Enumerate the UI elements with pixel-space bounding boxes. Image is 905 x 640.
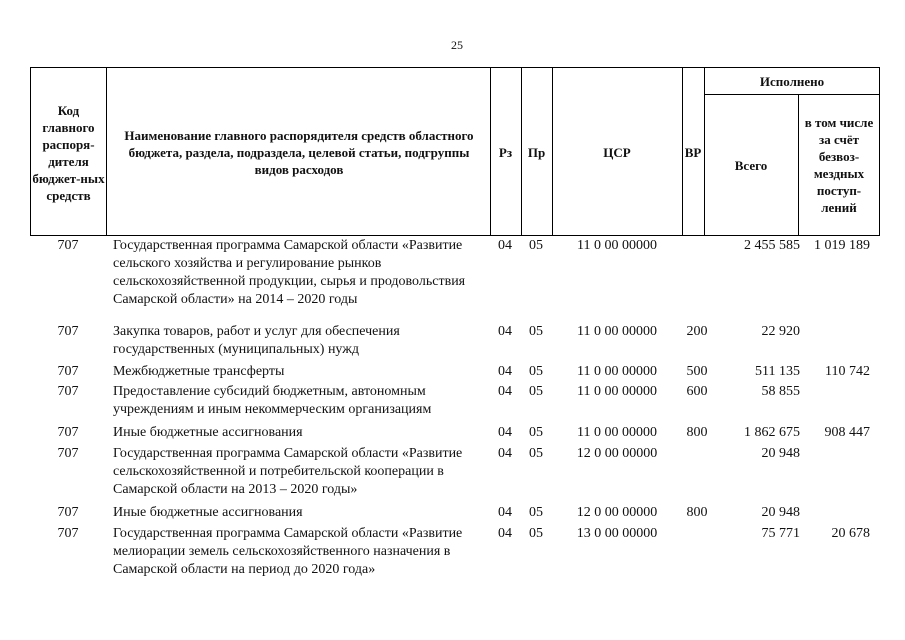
cell-total: 75 771: [761, 526, 800, 541]
header-rz: Рз: [498, 145, 513, 160]
cell-name: Иные бюджетные ассигнования: [113, 505, 303, 520]
cell-total: 1 862 675: [744, 425, 800, 440]
cell-total: 20 948: [761, 505, 800, 520]
cell-pr: 05: [529, 238, 543, 253]
cell-code: 707: [57, 446, 79, 461]
cell-code: 707: [57, 384, 79, 399]
header-code: Код главного распоря-дителя бюджет-ных средств: [32, 102, 105, 203]
cell-rz: 04: [498, 526, 512, 541]
cell-rz: 04: [498, 505, 512, 520]
cell-vr: 800: [686, 425, 708, 440]
header-divider: [798, 94, 799, 235]
cell-csr: 12 0 00 00000: [576, 446, 658, 461]
cell-csr: 11 0 00 00000: [577, 425, 657, 440]
cell-rz: 04: [498, 446, 512, 461]
cell-rz: 04: [498, 364, 512, 379]
header-divider: [106, 68, 107, 235]
cell-csr: 11 0 00 00000: [577, 238, 657, 253]
header-executed: Исполнено: [759, 73, 825, 89]
cell-free: 110 742: [825, 364, 870, 379]
header-total: Всего: [734, 157, 768, 173]
cell-csr: 12 0 00 00000: [576, 505, 658, 520]
cell-name: Иные бюджетные ассигнования: [113, 425, 303, 440]
cell-total: 511 135: [755, 364, 800, 379]
cell-vr: 600: [686, 384, 708, 399]
cell-pr: 05: [529, 446, 543, 461]
header-vr: ВР: [684, 145, 702, 160]
table-header: [30, 67, 880, 236]
cell-code: 707: [57, 505, 79, 520]
cell-code: 707: [57, 324, 79, 339]
cell-total: 2 455 585: [744, 238, 800, 253]
header-pr: Пр: [527, 145, 546, 160]
cell-pr: 05: [529, 505, 543, 520]
cell-pr: 05: [529, 324, 543, 339]
cell-total: 20 948: [761, 446, 800, 461]
cell-name: Предоставление субсидий бюджетным, автономным учреждениям и иным некоммерческим организациям: [113, 384, 432, 417]
cell-name: Закупка товаров, работ и услуг для обеспечения государственных (муниципальных) нужд: [113, 324, 400, 357]
cell-csr: 13 0 00 00000: [576, 526, 658, 541]
header-including-free: в том числе за счёт безвоз-мездных поступ-лений: [804, 115, 874, 215]
cell-rz: 04: [498, 384, 512, 399]
cell-rz: 04: [498, 324, 512, 339]
cell-code: 707: [57, 238, 79, 253]
header-name: Наименование главного распорядителя средств областного бюджета, раздела, подраздела, целевой статьи, подгруппы видов расходов: [124, 128, 474, 177]
cell-free: 20 678: [831, 526, 870, 541]
page-number: 25: [451, 38, 463, 52]
cell-name: Государственная программа Самарской области «Развитие сельского хозяйства и регулирование рынков сельскохозяйственной продукции, сырья и продовольствия Самарской области» на 2014 – 2020 годы: [113, 238, 466, 307]
cell-csr: 11 0 00 00000: [577, 324, 657, 339]
cell-code: 707: [57, 364, 79, 379]
cell-total: 22 920: [761, 324, 800, 339]
cell-vr: 200: [686, 324, 708, 339]
cell-free: 908 447: [824, 425, 870, 440]
cell-csr: 11 0 00 00000: [577, 364, 657, 379]
cell-code: 707: [57, 425, 79, 440]
cell-csr: 11 0 00 00000: [577, 384, 657, 399]
header-csr: ЦСР: [603, 145, 631, 160]
cell-rz: 04: [498, 238, 512, 253]
cell-free: 1 019 189: [814, 238, 870, 253]
cell-name: Межбюджетные трансферты: [113, 364, 285, 379]
cell-vr: 800: [686, 505, 708, 520]
cell-pr: 05: [529, 384, 543, 399]
cell-pr: 05: [529, 425, 543, 440]
cell-total: 58 855: [761, 384, 800, 399]
cell-code: 707: [57, 526, 79, 541]
cell-vr: 500: [686, 364, 708, 379]
cell-rz: 04: [498, 425, 512, 440]
cell-pr: 05: [529, 526, 543, 541]
cell-name: Государственная программа Самарской области «Развитие сельскохозяйственной и потребительской кооперации в Самарской области на 2013 – 2020 годы»: [113, 446, 463, 497]
cell-name: Государственная программа Самарской области «Развитие мелиорации земель сельскохозяйственного назначения в Самарской области на период до 2020 года»: [113, 526, 463, 577]
cell-pr: 05: [529, 364, 543, 379]
